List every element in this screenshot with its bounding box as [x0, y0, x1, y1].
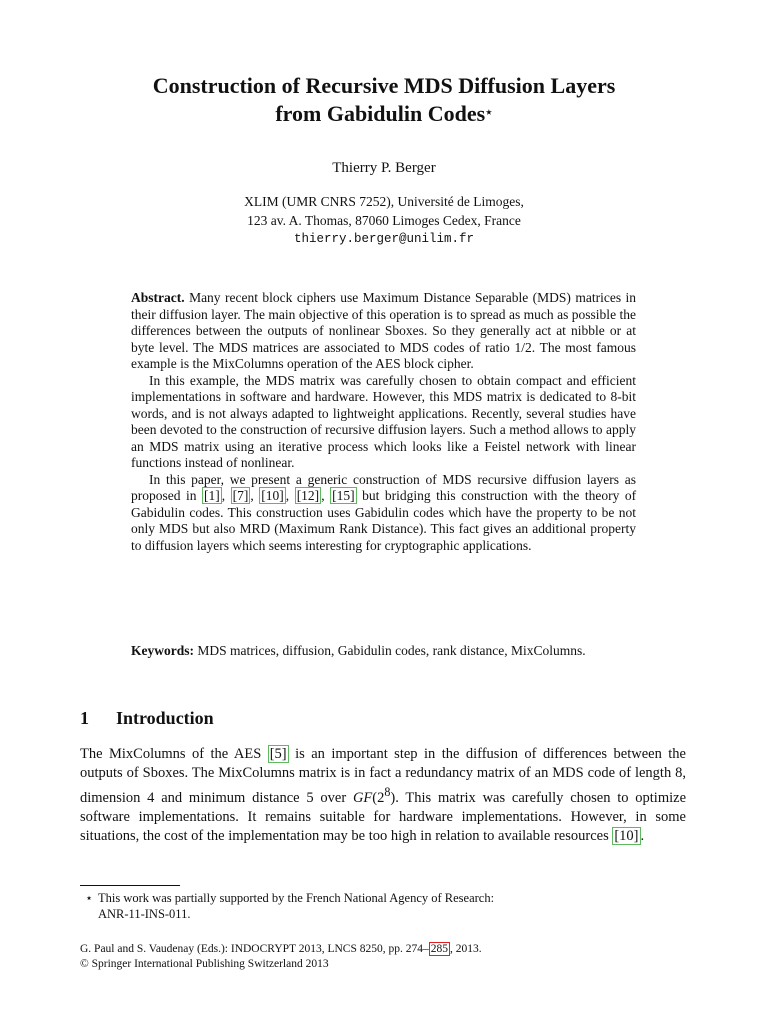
citation-separator: , — [221, 488, 226, 503]
gf-close: ) — [390, 789, 396, 806]
abstract-paragraph-1 — [131, 290, 636, 373]
keywords-text: MDS matrices, diffusion, Gabidulin codes, rank distance, MixColumns. — [197, 643, 586, 658]
author-email[interactable]: thierry.berger@unilim.fr — [293, 232, 475, 246]
affiliation-line-2: 123 av. A. Thomas, 87060 Limoges Cedex, France — [247, 213, 521, 228]
title-line-2 — [60, 100, 708, 128]
intro-text-part-1: The MixColumns of the AES — [80, 746, 262, 762]
gf-open: (2 — [372, 789, 385, 806]
publication-line — [80, 942, 686, 957]
intro-text-part-2: is an important step in the diffusion of differences between the outputs of Sboxes. The MixColumns matrix is in fact a redundancy matrix of an MDS code of length 8, dimension 4 and minimum distance 5 over — [80, 746, 686, 806]
last-page-link[interactable]: 285 — [430, 943, 448, 955]
citation-link[interactable]: [10] — [614, 827, 639, 844]
citation-link[interactable]: [5] — [269, 746, 287, 762]
footnote-rule — [80, 885, 180, 886]
copyright-line: © Springer International Publishing Switzerland 2013 — [80, 958, 329, 970]
footnote-marker: ⋆ — [85, 891, 93, 905]
section-heading — [80, 708, 214, 729]
footnote-text-1: This work was partially supported by the French National Agency of Research: — [98, 891, 495, 905]
citation-link[interactable]: [15] — [332, 488, 355, 503]
publication-suffix: , 2013. — [449, 943, 482, 955]
citation-link[interactable]: [1] — [204, 488, 220, 503]
abstract-paragraph-3 — [131, 472, 636, 555]
abstract-p3-after: but bridging this construction with the theory of Gabidulin codes. This construction uses Gabidulin codes which have the property to be not only MDS but also MRD (Maximum Rank Distance). This fact gives an additional property to diffusion layers which seems interesting for cryptographic applications. — [131, 488, 637, 553]
footnote-line-1 — [80, 890, 686, 906]
intro-text — [80, 745, 686, 846]
keywords — [131, 643, 636, 660]
citation-separator: , — [250, 488, 254, 503]
title-line-1: Construction of Recursive MDS Diffusion Layers — [152, 73, 616, 98]
introduction-paragraph — [80, 745, 686, 846]
title-line-2-text: from Gabidulin Codes — [275, 101, 486, 126]
abstract-p1-text: Many recent block ciphers use Maximum Distance Separable (MDS) matrices in their diffusion layer. The main objective of this operation is to spread as much as possible the differences between the outputs of nonlinear Sboxes. So they generally act at nibble or at byte level. The MDS matrices are associated to MDS codes of ratio 1/2. The most famous example is the MixColumns operation of the AES block cipher. — [131, 290, 637, 371]
publication-info — [80, 942, 686, 972]
footnote — [80, 890, 686, 922]
affiliation-line-1: XLIM (UMR CNRS 7252), Université de Limoges, — [244, 194, 524, 209]
abstract-label: Abstract. — [131, 290, 185, 305]
abstract-paragraph-2: In this example, the MDS matrix was carefully chosen to obtain compact and efficient implementations in software and hardware. However, this MDS matrix is dedicated to 8-bit words, and is not always adapted to lightweight applications. Recently, several studies have been devoted to the construction of recursive diffusion layers. Such a method allows to apply an MDS matrix using an iterative process which looks like a Feistel network with linear functions instead of nonlinear. — [131, 372, 636, 470]
section-number: 1 — [80, 708, 89, 728]
footnote-line-2: ANR-11-INS-011. — [98, 907, 191, 921]
intro-text-part-3: . This matrix was carefully chosen to optimize software implementations. It remains suitable for hardware implementations. However, in some situations, the cost of the implementation may be too high in relation to available resources — [80, 789, 687, 844]
section-title: Introduction — [116, 708, 214, 728]
citation-separator: , — [321, 488, 325, 503]
affiliation — [0, 192, 768, 249]
citation-separator: , — [285, 488, 290, 503]
citation-link[interactable]: [7] — [232, 488, 249, 503]
author-name: Thierry P. Berger — [332, 160, 436, 176]
title-footnote-marker: ⋆ — [485, 105, 493, 119]
abstract — [131, 290, 636, 554]
intro-text-part-4: . — [640, 827, 645, 844]
abstract-p3-before: In this paper, we present a generic construction of MDS recursive diffusion layers as proposed in — [131, 471, 636, 503]
paper-title — [60, 72, 708, 128]
keywords-label: Keywords: — [131, 643, 194, 658]
citation-link[interactable]: [10] — [261, 488, 284, 503]
gf-exponent: 8 — [384, 785, 391, 799]
gf-symbol: GF — [352, 789, 373, 806]
publication-prefix: G. Paul and S. Vaudenay (Eds.): INDOCRYPT 2013, LNCS 8250, pp. 274– — [80, 943, 429, 955]
citation-link[interactable]: [12] — [296, 488, 320, 503]
